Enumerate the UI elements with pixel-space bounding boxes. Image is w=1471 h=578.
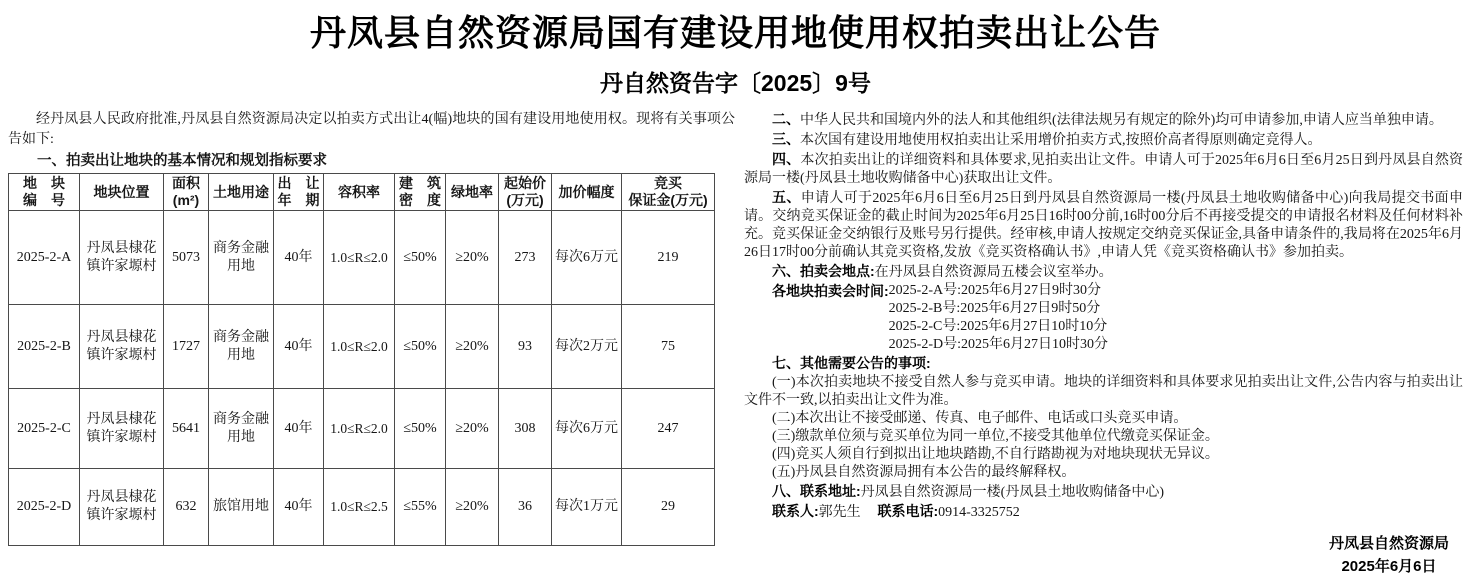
- item-4: [744, 150, 1463, 188]
- item-6-label: 六、拍卖会地点:: [772, 263, 875, 279]
- cell-deposit: 219: [622, 211, 715, 305]
- auction-times-list: [889, 282, 1108, 354]
- cell-area: 5641: [164, 389, 209, 469]
- item-2-text: 中华人民共和国境内外的法人和其他组织(法律法规另有规定的除外)均可申请参加,申请人应当单独申请。: [800, 113, 1443, 128]
- cell-increment: 每次6万元: [552, 211, 622, 305]
- item-6-venue: [744, 262, 1463, 282]
- cell-far: 1.0≤R≤2.0: [324, 211, 395, 305]
- col-header-building-density: 建 筑 密 度: [395, 174, 446, 211]
- item-7-sub-2: (二)本次出让不接受邮递、传真、电子邮件、电话或口头竞买申请。: [772, 411, 1188, 426]
- item-2-number: 二、: [772, 111, 800, 127]
- auction-times-label: 各地块拍卖会时间:: [772, 283, 889, 299]
- col-header-deposit: 竞买 保证金(万元): [622, 174, 715, 211]
- doc-number: 丹自然资告字〔2025〕9号: [600, 70, 871, 96]
- item-3-number: 三、: [772, 131, 800, 147]
- cell-term: 40年: [274, 305, 324, 389]
- col-header-parcel-id: 地 块 编 号: [9, 174, 80, 211]
- cell-building-density: ≤50%: [395, 305, 446, 389]
- col-header-location: 地块位置: [80, 174, 164, 211]
- table-row: [9, 211, 715, 305]
- item-8-text: 丹凤县自然资源局一楼(丹凤县土地收购储备中心): [860, 485, 1164, 500]
- item-5: [744, 188, 1463, 262]
- item-3-text: 本次国有建设用地使用权拍卖出让采用增价拍卖方式,按照价高者得原则确定竞得人。: [800, 133, 1322, 148]
- cell-building-density: ≤50%: [395, 211, 446, 305]
- cell-parcel-id: 2025-2-C: [9, 389, 80, 469]
- cell-location: 丹凤县棣花镇许家塬村: [80, 469, 164, 546]
- cell-green-ratio: ≥20%: [446, 211, 499, 305]
- cell-green-ratio: ≥20%: [446, 305, 499, 389]
- cell-increment: 每次6万元: [552, 389, 622, 469]
- section1-heading: 一、拍卖出让地块的基本情况和规划指标要求: [37, 153, 327, 169]
- table-header-row: [9, 174, 715, 211]
- cell-far: 1.0≤R≤2.0: [324, 305, 395, 389]
- item-8-label: 八、联系地址:: [772, 483, 861, 499]
- table-row: [9, 389, 715, 469]
- signature-org: 丹凤县自然资源局: [1328, 535, 1449, 552]
- item-7-sub-1: (一)本次拍卖地块不接受自然人参与竞买申请。地块的详细资料和具体要求见拍卖出让文件,公告内容与拍卖出让文件不一致,以拍卖出让文件为准。: [744, 375, 1463, 408]
- cell-parcel-id: 2025-2-A: [9, 211, 80, 305]
- auction-time-c: 2025-2-C号:2025年6月27日10时10分: [888, 319, 1108, 334]
- auction-time-b: 2025-2-B号:2025年6月27日9时50分: [888, 301, 1101, 316]
- contact-person-label: 联系人:: [772, 503, 819, 519]
- col-header-far: 容积率: [324, 174, 395, 211]
- table-row: [9, 469, 715, 546]
- cell-location: 丹凤县棣花镇许家塬村: [80, 389, 164, 469]
- item-4-text: 本次拍卖出让的详细资料和具体要求,见拍卖出让文件。申请人可于2025年6月6日至6月25日到丹凤县自然资源局一楼(丹凤县土地收购储备中心)获取出让文件。: [744, 153, 1464, 186]
- item-4-number: 四、: [772, 151, 801, 167]
- col-header-increment: 加价幅度: [552, 174, 622, 211]
- contact-phone-value: 0914-3325752: [938, 505, 1020, 520]
- item-7-label: 七、其他需要公告的事项:: [772, 355, 931, 371]
- col-header-land-use: 土地用途: [209, 174, 274, 211]
- item-5-number: 五、: [772, 189, 801, 205]
- cell-land-use: 商务金融用地: [209, 389, 274, 469]
- cell-far: 1.0≤R≤2.5: [324, 469, 395, 546]
- item-8-address: [744, 482, 1463, 502]
- cell-green-ratio: ≥20%: [446, 469, 499, 546]
- cell-deposit: 29: [622, 469, 715, 546]
- contact-phone-label: 联系电话:: [877, 503, 939, 519]
- land-parcels-table: [8, 173, 715, 546]
- cell-deposit: 75: [622, 305, 715, 389]
- item-7-sub-3: (三)缴款单位须与竞买单位为同一单位,不接受其他单位代缴竞买保证金。: [772, 429, 1219, 444]
- cell-start-price: 36: [499, 469, 552, 546]
- cell-term: 40年: [274, 211, 324, 305]
- item-7-sub-4: (四)竞买人须自行到拟出让地块踏勘,不自行踏勘视为对地块现状无异议。: [772, 447, 1219, 462]
- cell-building-density: ≤55%: [395, 469, 446, 546]
- item-7-sub-5: (五)丹凤县自然资源局拥有本公告的最终解释权。: [772, 465, 1076, 480]
- cell-location: 丹凤县棣花镇许家塬村: [80, 305, 164, 389]
- table-row: [9, 305, 715, 389]
- contact-person-value: 郭先生: [818, 505, 861, 520]
- cell-green-ratio: ≥20%: [446, 389, 499, 469]
- auction-time-a: 2025-2-A号:2025年6月27日9时30分: [888, 283, 1101, 298]
- cell-area: 632: [164, 469, 209, 546]
- intro-paragraph: 经丹凤县人民政府批准,丹凤县自然资源局决定以拍卖方式出让4(幅)地块的国有建设用地使用权。现将有关事项公告如下:: [8, 112, 735, 147]
- item-7-heading: [744, 354, 1463, 374]
- cell-far: 1.0≤R≤2.0: [324, 389, 395, 469]
- signature-block: [1329, 532, 1449, 578]
- col-header-green-ratio: 绿地率: [446, 174, 499, 211]
- auction-times: [744, 282, 1463, 354]
- cell-start-price: 273: [499, 211, 552, 305]
- cell-area: 1727: [164, 305, 209, 389]
- col-header-start-price: 起始价 (万元): [499, 174, 552, 211]
- announcement-page: [0, 5, 1471, 578]
- cell-start-price: 93: [499, 305, 552, 389]
- item-5-text: 申请人可于2025年6月6日至6月25日到丹凤县自然资源局一楼(丹凤县土地收购储备中心)向我局提交书面申请。交纳竞买保证金的截止时间为2025年6月25日16时00分前,16时00分后不再接受提交的申请报名材料及任何材料补充。竞买保证金交纳银行及账号另行提供。经审核,申请人按规定交纳竞买保证金,具备申请条件的,我局将在2025年6月26日17时00分前确认其竞买资格,发放《竞买资格确认书》,申请人凭《竞买资格确认书》参加拍卖。: [744, 191, 1464, 260]
- cell-parcel-id: 2025-2-B: [9, 305, 80, 389]
- item-2: [744, 110, 1463, 130]
- col-header-term: 出 让 年 期: [274, 174, 324, 211]
- cell-increment: 每次1万元: [552, 469, 622, 546]
- auction-time-d: 2025-2-D号:2025年6月27日10时30分: [888, 337, 1108, 352]
- cell-land-use: 商务金融用地: [209, 211, 274, 305]
- cell-location: 丹凤县棣花镇许家塬村: [80, 211, 164, 305]
- cell-start-price: 308: [499, 389, 552, 469]
- signature-date: 2025年6月6日: [1341, 558, 1437, 575]
- cell-increment: 每次2万元: [552, 305, 622, 389]
- cell-land-use: 商务金融用地: [209, 305, 274, 389]
- item-6-text: 在丹凤县自然资源局五楼会议室举办。: [874, 265, 1113, 280]
- cell-building-density: ≤50%: [395, 389, 446, 469]
- two-column-body: [0, 110, 1471, 578]
- col-header-area: 面积 (m²): [164, 174, 209, 211]
- left-column: [0, 110, 735, 578]
- cell-area: 5073: [164, 211, 209, 305]
- cell-term: 40年: [274, 389, 324, 469]
- item-3: [744, 130, 1463, 150]
- right-column: [735, 110, 1471, 578]
- contact-line: [744, 502, 1463, 522]
- cell-land-use: 旅馆用地: [209, 469, 274, 546]
- page-title: 丹凤县自然资源局国有建设用地使用权拍卖出让公告: [309, 12, 1161, 53]
- cell-parcel-id: 2025-2-D: [9, 469, 80, 546]
- cell-term: 40年: [274, 469, 324, 546]
- cell-deposit: 247: [622, 389, 715, 469]
